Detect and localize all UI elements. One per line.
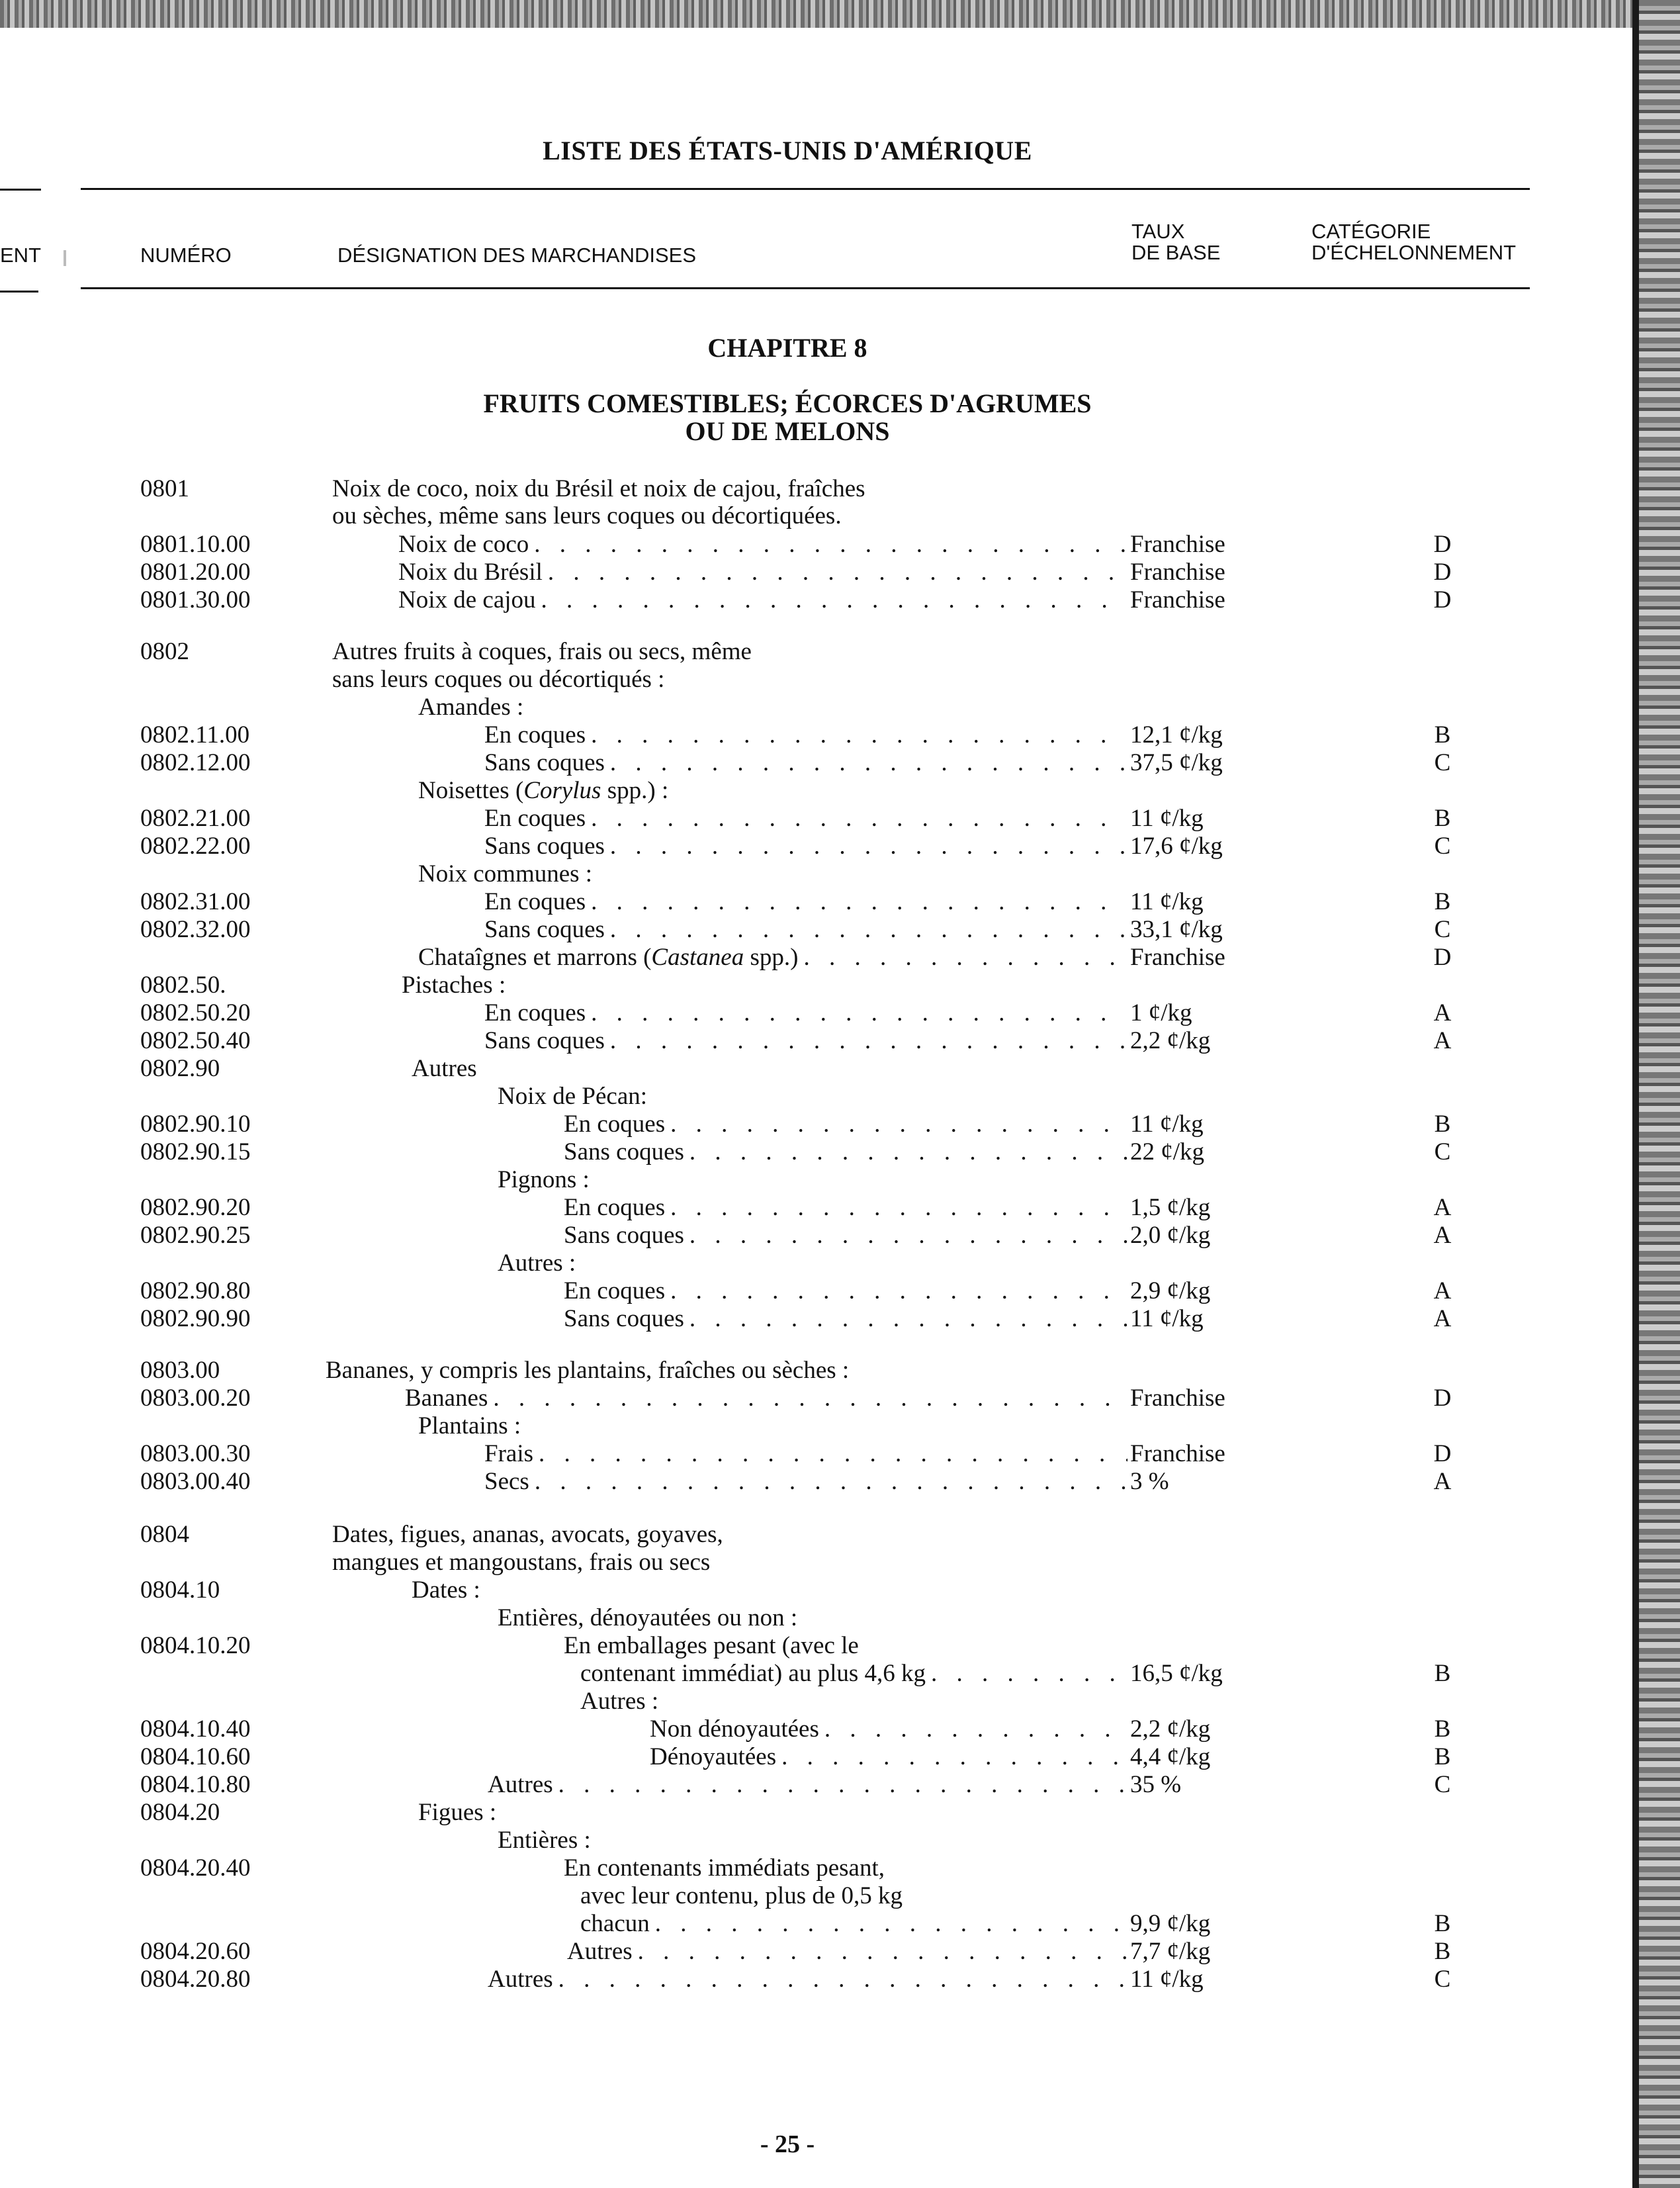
base-rate: 11 ¢/kg [1130, 805, 1204, 832]
header-categorie-line2: D'ÉCHELONNEMENT [1311, 241, 1517, 264]
table-row [0, 1305, 1601, 1333]
table-row [0, 1521, 1601, 1549]
table-row [0, 721, 1601, 749]
table-row [0, 833, 1601, 860]
dot-leader [586, 805, 1127, 833]
goods-description: Noix de coco, noix du Brésil et noix de cajou, fraîches [332, 475, 865, 502]
table-row [0, 1715, 1601, 1743]
goods-description: Secs [484, 1468, 529, 1495]
base-rate: Franchise [1130, 1385, 1225, 1412]
goods-description: Autres fruits à coques, frais ou secs, même [332, 638, 752, 665]
tariff-code: 0802.32.00 [140, 916, 251, 943]
tariff-code: 0802.50.20 [140, 999, 251, 1026]
header-rule-bottom [81, 287, 1530, 289]
base-rate: Franchise [1130, 1440, 1225, 1467]
base-rate: 7,7 ¢/kg [1130, 1938, 1211, 1965]
table-row [0, 777, 1601, 805]
tariff-code: 0802.90.25 [140, 1222, 251, 1249]
table-row [0, 944, 1601, 972]
staging-category: C [1434, 916, 1451, 943]
table-row [0, 475, 1601, 503]
dot-leader [533, 1440, 1127, 1468]
goods-description: Autres [567, 1938, 633, 1965]
staging-category: C [1434, 1138, 1451, 1165]
tariff-code: 0804.10 [140, 1576, 220, 1604]
goods-description: Entières : [498, 1827, 591, 1854]
dot-leader [586, 999, 1127, 1027]
tariff-code: 0802.12.00 [140, 749, 251, 776]
table-row [0, 1938, 1601, 1966]
goods-description: Autres [488, 1771, 553, 1798]
tariff-code: 0804.10.20 [140, 1632, 251, 1659]
base-rate: 16,5 ¢/kg [1130, 1660, 1223, 1687]
staging-category: D [1433, 559, 1452, 586]
staging-category: C [1434, 749, 1451, 776]
table-row [0, 1111, 1601, 1138]
tariff-code: 0804.20 [140, 1799, 220, 1826]
goods-description: Sans coques [564, 1305, 684, 1332]
table-row [0, 1660, 1601, 1688]
tariff-code: 0804.20.40 [140, 1854, 251, 1882]
staging-category: A [1433, 1305, 1452, 1332]
base-rate: Franchise [1130, 531, 1225, 558]
dot-leader [926, 1660, 1127, 1688]
tariff-code: 0802 [140, 638, 189, 665]
staging-category: B [1434, 888, 1451, 915]
tariff-code: 0802.22.00 [140, 833, 251, 860]
goods-description: Figues : [418, 1799, 497, 1826]
goods-description: En contenants immédiats pesant, [564, 1854, 885, 1882]
dot-leader [488, 1385, 1127, 1412]
base-rate: 2,0 ¢/kg [1130, 1222, 1211, 1249]
tariff-code: 0802.90 [140, 1055, 220, 1082]
dot-leader [776, 1743, 1127, 1771]
staging-category: C [1434, 1966, 1451, 1993]
tariff-code: 0804.20.60 [140, 1938, 251, 1965]
staging-category: A [1433, 1222, 1452, 1249]
dot-leader [684, 1305, 1127, 1333]
goods-description: Bananes [405, 1385, 488, 1412]
header-rule-top-left [0, 189, 41, 191]
dot-leader [665, 1194, 1127, 1222]
table-row [0, 1604, 1601, 1632]
goods-description: Noix de cajou [398, 586, 536, 614]
dot-leader [529, 1468, 1127, 1496]
scan-right-shadow [1632, 0, 1639, 2188]
goods-description: Frais [484, 1440, 533, 1467]
goods-description: Sans coques [484, 749, 605, 776]
tariff-code: 0802.90.10 [140, 1111, 251, 1138]
tariff-code: 0801.30.00 [140, 586, 251, 614]
goods-description: En coques [484, 805, 586, 832]
staging-category: A [1433, 1194, 1452, 1221]
dot-leader [605, 916, 1127, 944]
goods-description: En coques [564, 1194, 666, 1221]
table-row [0, 1910, 1601, 1938]
goods-description: En coques [564, 1111, 666, 1138]
header-taux-line2: DE BASE [1131, 241, 1221, 264]
table-row [0, 1055, 1601, 1083]
goods-description: Dates, figues, ananas, avocats, goyaves, [332, 1521, 723, 1548]
base-rate: 2,2 ¢/kg [1130, 1027, 1211, 1054]
staging-category: D [1433, 1385, 1452, 1412]
table-row [0, 1966, 1601, 1993]
staging-category: D [1433, 944, 1452, 971]
goods-description: Chataîgnes et marrons (Castanea spp.) [418, 944, 799, 971]
table-row [0, 860, 1601, 888]
tariff-code: 0802.90.15 [140, 1138, 251, 1165]
header-rule-bottom-left [0, 291, 38, 293]
scan-top-edge [0, 0, 1680, 28]
goods-description: Sans coques [564, 1222, 684, 1249]
base-rate: 12,1 ¢/kg [1130, 721, 1223, 749]
table-row [0, 1771, 1601, 1799]
table-row [0, 1277, 1601, 1305]
dot-leader [684, 1138, 1127, 1166]
dot-leader [665, 1277, 1127, 1305]
staging-category: B [1434, 1910, 1451, 1937]
dot-leader [605, 1027, 1127, 1055]
table-row [0, 1083, 1601, 1111]
tariff-code: 0804.10.60 [140, 1743, 251, 1770]
header-taux-line1: TAUX [1131, 220, 1185, 243]
goods-description: Amandes : [418, 694, 524, 721]
table-row [0, 1854, 1601, 1882]
goods-description: sans leurs coques ou décortiqués : [332, 666, 665, 693]
base-rate: 2,9 ¢/kg [1130, 1277, 1211, 1304]
dot-leader [543, 559, 1127, 586]
header-cut-column: ENT [0, 244, 41, 267]
goods-description: Sans coques [564, 1138, 684, 1165]
table-row [0, 1138, 1601, 1166]
header-rule-top [81, 188, 1530, 190]
goods-description: Noix de coco [398, 531, 529, 558]
dot-leader [536, 586, 1127, 614]
table-row [0, 1688, 1601, 1715]
table-row [0, 1632, 1601, 1660]
base-rate: 11 ¢/kg [1130, 1111, 1204, 1138]
staging-category: A [1433, 1277, 1452, 1304]
table-row [0, 972, 1601, 999]
scan-right-edge [1639, 0, 1680, 2188]
staging-category: D [1433, 586, 1452, 614]
table-row [0, 638, 1601, 666]
staging-category: B [1434, 1743, 1451, 1770]
goods-description: Sans coques [484, 916, 605, 943]
table-row [0, 1250, 1601, 1277]
table-row [0, 586, 1601, 614]
staging-category: D [1433, 1440, 1452, 1467]
table-row [0, 999, 1601, 1027]
goods-description: En coques [484, 888, 586, 915]
header-numero: NUMÉRO [140, 244, 232, 267]
tariff-code: 0803.00.40 [140, 1468, 251, 1495]
staging-category: C [1434, 833, 1451, 860]
goods-description: En coques [484, 721, 586, 749]
base-rate: 33,1 ¢/kg [1130, 916, 1223, 943]
table-row [0, 1468, 1601, 1496]
staging-category: C [1434, 1771, 1451, 1798]
table-row [0, 1194, 1601, 1222]
tariff-code: 0804.20.80 [140, 1966, 251, 1993]
dot-leader [665, 1111, 1127, 1138]
table-row [0, 916, 1601, 944]
dot-leader [553, 1771, 1127, 1799]
goods-description: chacun [580, 1910, 650, 1937]
dot-leader [650, 1910, 1127, 1938]
staging-category: A [1433, 999, 1452, 1026]
table-row [0, 559, 1601, 586]
goods-description: Sans coques [484, 1027, 605, 1054]
table-row [0, 1166, 1601, 1194]
tariff-code: 0802.50.40 [140, 1027, 251, 1054]
base-rate: Franchise [1130, 944, 1225, 971]
staging-category: B [1434, 1660, 1451, 1687]
tariff-code: 0801.10.00 [140, 531, 251, 558]
tariff-code: 0802.90.90 [140, 1305, 251, 1332]
base-rate: 22 ¢/kg [1130, 1138, 1205, 1165]
goods-description: Autres : [498, 1250, 576, 1277]
goods-description: contenant immédiat) au plus 4,6 kg [580, 1660, 926, 1687]
table-row [0, 1576, 1601, 1604]
table-row [0, 1549, 1601, 1576]
base-rate: 35 % [1130, 1771, 1182, 1798]
table-row [0, 1222, 1601, 1250]
table-row [0, 1882, 1601, 1910]
dot-leader [586, 721, 1127, 749]
dot-leader [529, 531, 1127, 559]
base-rate: 17,6 ¢/kg [1130, 833, 1223, 860]
chapter-number: CHAPITRE 8 [707, 333, 867, 363]
base-rate: Franchise [1130, 559, 1225, 586]
chapter-title-line2: OU DE MELONS [685, 416, 890, 446]
dot-leader [605, 833, 1127, 860]
base-rate: 9,9 ¢/kg [1130, 1910, 1211, 1937]
table-row [0, 531, 1601, 559]
staging-category: A [1433, 1468, 1452, 1495]
goods-description: mangues et mangoustans, frais ou secs [332, 1549, 711, 1576]
goods-description: avec leur contenu, plus de 0,5 kg [580, 1882, 903, 1909]
goods-description: Plantains : [418, 1412, 521, 1439]
table-row [0, 1027, 1601, 1055]
goods-description: Autres [412, 1055, 477, 1082]
dot-leader [798, 944, 1127, 972]
base-rate: Franchise [1130, 586, 1225, 614]
goods-description: En coques [564, 1277, 666, 1304]
base-rate: 37,5 ¢/kg [1130, 749, 1223, 776]
goods-description: Entières, dénoyautées ou non : [498, 1604, 798, 1631]
base-rate: 1 ¢/kg [1130, 999, 1192, 1026]
goods-description: En emballages pesant (avec le [564, 1632, 859, 1659]
staging-category: B [1434, 1938, 1451, 1965]
goods-description: Pignons : [498, 1166, 590, 1193]
chapter-title-line1: FRUITS COMESTIBLES; ÉCORCES D'AGRUMES [483, 388, 1092, 418]
table-row [0, 694, 1601, 721]
table-row [0, 666, 1601, 694]
tariff-code: 0802.31.00 [140, 888, 251, 915]
base-rate: 2,2 ¢/kg [1130, 1715, 1211, 1743]
goods-description: Sans coques [484, 833, 605, 860]
staging-category: B [1434, 1111, 1451, 1138]
table-row [0, 1412, 1601, 1440]
base-rate: 4,4 ¢/kg [1130, 1743, 1211, 1770]
tariff-code: 0804 [140, 1521, 189, 1548]
goods-description: Noix communes : [418, 860, 593, 888]
base-rate: 11 ¢/kg [1130, 1966, 1204, 1993]
goods-description: Autres [488, 1966, 553, 1993]
tariff-code: 0802.11.00 [140, 721, 250, 749]
table-row [0, 1440, 1601, 1468]
dot-leader [819, 1715, 1127, 1743]
tariff-code: 0804.10.40 [140, 1715, 251, 1743]
goods-description: Autres : [580, 1688, 659, 1715]
base-rate: 11 ¢/kg [1130, 1305, 1204, 1332]
tariff-code: 0803.00.30 [140, 1440, 251, 1467]
goods-description: Noisettes (Corylus spp.) : [418, 777, 669, 804]
table-row [0, 888, 1601, 916]
base-rate: 11 ¢/kg [1130, 888, 1204, 915]
staging-category: A [1433, 1027, 1452, 1054]
tariff-code: 0802.90.80 [140, 1277, 251, 1304]
goods-description: En coques [484, 999, 586, 1026]
header-separator-mark [64, 250, 66, 266]
staging-category: B [1434, 1715, 1451, 1743]
goods-description: Dates : [412, 1576, 480, 1604]
goods-description: Noix du Brésil [398, 559, 543, 586]
table-row [0, 1357, 1601, 1385]
page-title: LISTE DES ÉTATS-UNIS D'AMÉRIQUE [543, 136, 1032, 165]
base-rate: 1,5 ¢/kg [1130, 1194, 1211, 1221]
goods-description: Noix de Pécan: [498, 1083, 648, 1110]
tariff-code: 0802.90.20 [140, 1194, 251, 1221]
header-designation: DÉSIGNATION DES MARCHANDISES [337, 244, 697, 267]
goods-description: Pistaches : [402, 972, 506, 999]
goods-description: Dénoyautées [650, 1743, 777, 1770]
dot-leader [605, 749, 1127, 777]
table-row [0, 1799, 1601, 1827]
dot-leader [633, 1938, 1127, 1966]
tariff-code: 0802.21.00 [140, 805, 251, 832]
table-row [0, 805, 1601, 833]
header-categorie-line1: CATÉGORIE [1311, 220, 1431, 243]
table-row [0, 1743, 1601, 1771]
tariff-code: 0803.00.20 [140, 1385, 251, 1412]
goods-description: ou sèches, même sans leurs coques ou décortiquées. [332, 502, 842, 529]
tariff-code: 0801.20.00 [140, 559, 251, 586]
tariff-code: 0802.50. [140, 972, 226, 999]
staging-category: B [1434, 721, 1451, 749]
dot-leader [553, 1966, 1127, 1993]
staging-category: B [1434, 805, 1451, 832]
goods-description: Bananes, y compris les plantains, fraîches ou sèches : [326, 1357, 850, 1384]
table-row [0, 1827, 1601, 1854]
tariff-code: 0801 [140, 475, 189, 502]
base-rate: 3 % [1130, 1468, 1169, 1495]
dot-leader [684, 1222, 1127, 1250]
tariff-code: 0803.00 [140, 1357, 220, 1384]
table-row [0, 1385, 1601, 1412]
table-row [0, 502, 1601, 530]
page-number: - 25 - [760, 2130, 815, 2158]
table-row [0, 749, 1601, 777]
dot-leader [586, 888, 1127, 916]
staging-category: D [1433, 531, 1452, 558]
tariff-code: 0804.10.80 [140, 1771, 251, 1798]
goods-description: Non dénoyautées [650, 1715, 819, 1743]
